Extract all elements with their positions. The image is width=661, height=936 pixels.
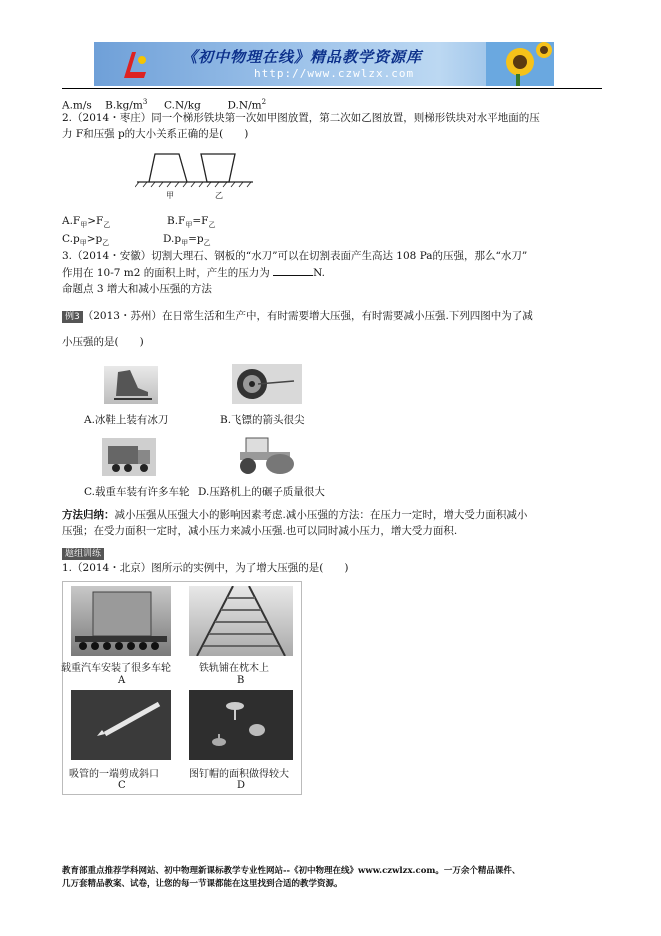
railway-photo xyxy=(189,586,293,656)
example-tag: 例3 xyxy=(62,311,83,323)
ex3-caption-a: A.冰鞋上装有冰刀 xyxy=(84,414,169,426)
dart-board-photo xyxy=(232,364,302,404)
q2-option-c: $C.p_甲>p_乙$ xyxy=(62,233,110,248)
q1-letter-c: C xyxy=(118,780,126,791)
footer-line2: 几万套精品教案、试卷，让您的每一节课都能在这里找到合适的教学资源。 xyxy=(62,879,343,889)
q1-caption-d: 图钉帽的面积做得较大 xyxy=(189,769,289,780)
q1-letter-d: D xyxy=(237,780,246,791)
header-banner xyxy=(94,42,554,86)
q1-caption-a: 载重汽车安装了很多车轮 xyxy=(61,663,171,674)
ex3-line1: 例3 （2013・苏州）在日常生活和生产中，有时需要增大压强，有时需要减小压强.下列四图中为了减 xyxy=(62,309,533,323)
straw-photo xyxy=(71,690,171,760)
ex3-figure xyxy=(62,362,342,502)
ex3-line2: 小压强的是( ) xyxy=(62,336,144,348)
heavy-truck-photo xyxy=(71,586,171,656)
q2-option-a: $A.F_甲>F_乙$ xyxy=(62,215,111,230)
page-footer xyxy=(62,865,602,891)
q2-option-b: $B.F_甲=F_乙$ xyxy=(167,215,216,230)
answer-blank[interactable] xyxy=(273,265,313,276)
q1-caption-b: 铁轨铺在枕木上 xyxy=(199,663,269,674)
footer-line1: 教育部重点推荐学科网站、初中物理新课标教学专业性网站--《初中物理在线》www.czwlzx.com。一万余个精品课件、 xyxy=(62,866,521,876)
q1-figure xyxy=(62,581,302,795)
sunflower-image xyxy=(486,42,554,86)
fig-label-yi: 乙 xyxy=(215,191,223,200)
road-roller-photo xyxy=(232,432,302,476)
ex3-caption-d: D.压路机上的碾子质量很大 xyxy=(198,486,325,498)
topic3-heading: 命题点 3 增大和减小压强的方法 xyxy=(62,283,212,295)
ex3-caption-c: C.载重车装有许多车轮 xyxy=(84,486,190,498)
q3-line1: 3.（2014・安徽）切割大理石、钢板的“水刀”可以在切割表面产生高达 108 Pa的压强，那么“水刀” xyxy=(62,250,528,262)
unit-options-line: A.m/s $B.kg/m^3$ C.N/kg $D.N/m^2$ xyxy=(62,98,267,112)
q1-line1: 1.（2014・北京）图所示的实例中，为了增大压强的是( ) xyxy=(62,562,349,574)
ice-skate-photo xyxy=(104,366,158,404)
method-line1: 方法归纳：减小压强从压强大小的影响因素考虑.减小压强的方法：在压力一定时，增大受力面积减小 xyxy=(62,509,528,521)
header-divider xyxy=(62,88,602,89)
site-logo xyxy=(120,48,150,82)
q1-letter-b: B xyxy=(237,675,245,686)
thumbtack-photo xyxy=(189,690,293,760)
trapezoid-figure xyxy=(135,148,255,204)
q2-line1: 2.（2014・枣庄）同一个梯形铁块第一次如甲图放置，第二次如乙图放置，则梯形铁块对水平地面的压 xyxy=(62,112,540,124)
training-tag: 题组训练 xyxy=(62,541,104,560)
method-line2: 压强；在受力面积一定时，减小压力来减小压强.也可以同时减小压力，增大受力面积. xyxy=(62,525,458,537)
banner-title: 《初中物理在线》精品教学资源库 xyxy=(182,48,423,66)
q1-letter-a: A xyxy=(118,675,126,686)
q3-line2: 作用在 10-7 m2 的面积上时，产生的压力为 N. xyxy=(62,267,325,279)
q2-line2: 力 F和压强 p的大小关系正确的是( ) xyxy=(62,128,249,140)
truck-photo xyxy=(102,438,156,476)
q1-caption-c: 吸管的一端剪成斜口 xyxy=(69,769,159,780)
banner-url: http://www.czwlzx.com xyxy=(254,67,415,80)
ex3-caption-b: B.飞镖的箭头很尖 xyxy=(220,414,305,426)
method-label: 方法归纳： xyxy=(62,509,115,521)
fig-label-jia: 甲 xyxy=(166,191,174,200)
q2-option-d: $D.p_甲=p_乙$ xyxy=(163,233,211,248)
